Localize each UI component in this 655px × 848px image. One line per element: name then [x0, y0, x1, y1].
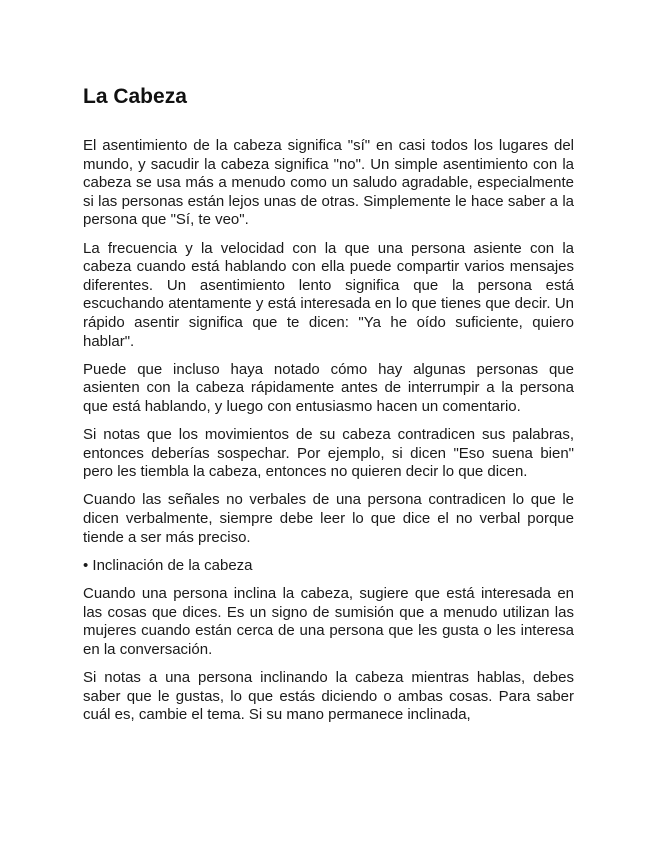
paragraph-nod-interrupt: Puede que incluso haya notado cómo hay algunas personas que asienten con la cabeza rápidamente antes de interrumpir a la persona que está hablando, y luego con entusiasmo hacen un comentario.	[83, 360, 574, 415]
page-title: La Cabeza	[83, 85, 187, 108]
document-body	[83, 137, 574, 734]
paragraph-head-tilt-interest: Cuando una persona inclina la cabeza, sugiere que está interesada en las cosas que dices. Es un signo de sumisión que a menudo utilizan las mujeres cuando están cerca de una persona que les gusta o les interesa en la conversación.	[83, 585, 574, 658]
paragraph-contradiction: Si notas que los movimientos de su cabeza contradicen sus palabras, entonces deberías sospechar. Por ejemplo, si dicen "Eso suena bien" pero les tiembla la cabeza, entonces no quieren decir lo que dicen.	[83, 426, 574, 481]
paragraph-nonverbal: Cuando las señales no verbales de una persona contradicen lo que le dicen verbalmente, siempre debe leer lo que dice el no verbal porque tiende a ser más preciso.	[83, 491, 574, 546]
paragraph-head-tilt-liking: Si notas a una persona inclinando la cabeza mientras hablas, debes saber que le gustas, lo que estás diciendo o ambas cosas. Para saber cuál es, cambie el tema. Si su mano permanece inclinada,	[83, 669, 574, 724]
bullet-head-tilt: • Inclinación de la cabeza	[83, 556, 253, 574]
paragraph-nod-frequency: La frecuencia y la velocidad con la que una persona asiente con la cabeza cuando está hablando con ella puede compartir varios mensajes diferentes. Un asentimiento lento significa que la persona está escuchando atentamente y está interesada en lo que tienes que decir. Un rápido asentir significa que te dicen: "Ya he oído suficiente, quiero hablar".	[83, 239, 574, 350]
paragraph-nod-meaning: El asentimiento de la cabeza significa "sí" en casi todos los lugares del mundo, y sacudir la cabeza significa "no". Un simple asentimiento con la cabeza se usa más a menudo como un saludo agradable, especialmente si las personas están lejos unas de otras. Simplemente le hace saber a la persona que "Sí, te veo".	[83, 137, 574, 229]
